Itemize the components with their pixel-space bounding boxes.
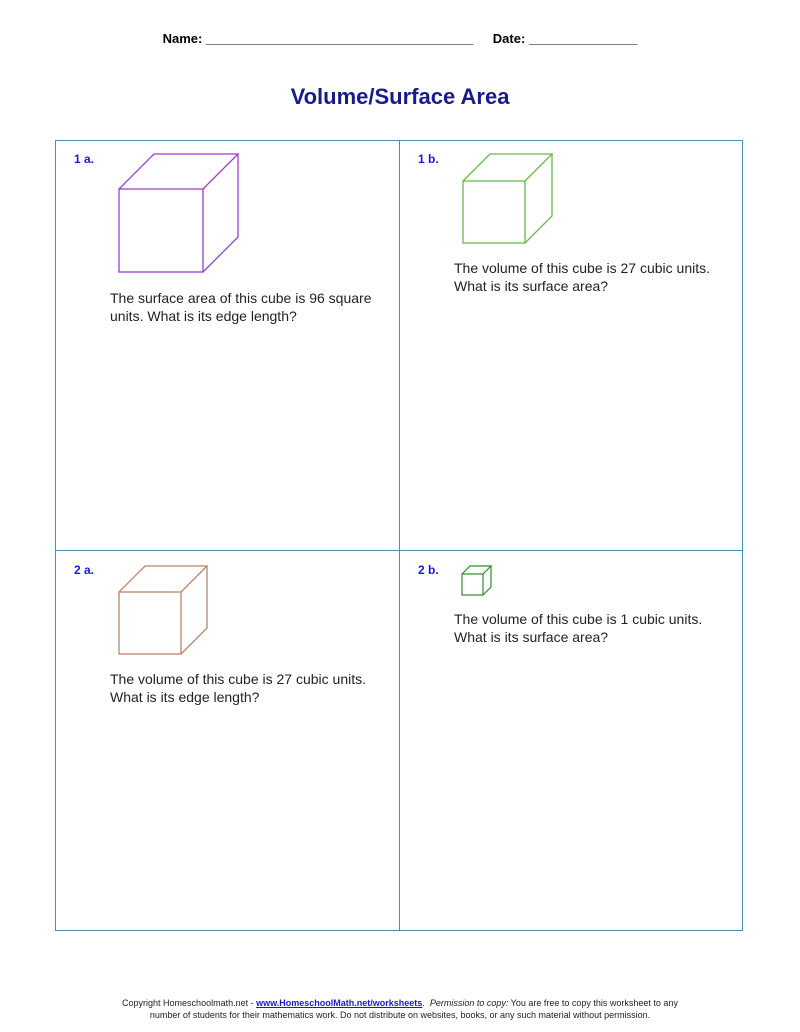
problem-1a-line-1: The surface area of this cube is 96 square — [110, 290, 372, 306]
page-title: Volume/Surface Area — [290, 84, 510, 109]
problem-2b-line-2: What is its surface area? — [454, 629, 609, 645]
cube-1b-figure — [459, 150, 559, 250]
footer-copyright: Copyright Homeschoolmath.net - — [122, 998, 257, 1008]
footer-line-2: number of students for their mathematics work. Do not distribute on websites, books, or any such material without permission. — [149, 1010, 651, 1020]
problem-1b-line-1: The volume of this cube is 27 cubic units. — [454, 260, 711, 276]
footer-permission-label: Permission to copy: — [429, 998, 509, 1008]
footer-link[interactable]: www.HomeschoolMath.net/worksheets — [256, 998, 423, 1008]
name-label: Name: — [162, 31, 203, 46]
problem-1a-question — [110, 289, 400, 325]
problem-1a-label: 1 a. — [74, 152, 95, 166]
problem-2a-label: 2 a. — [74, 563, 95, 577]
problem-1a-line-2: units. What is its edge length? — [110, 308, 297, 324]
name-blank[interactable]: _____________________________________ — [206, 31, 474, 46]
footer-permission-text: You are free to copy this worksheet to any — [508, 998, 678, 1008]
cube-1a-figure — [115, 150, 245, 280]
problem-2a-line-1: The volume of this cube is 27 cubic units. — [110, 671, 367, 687]
date-blank[interactable]: _______________ — [528, 31, 638, 46]
problem-2b-line-1: The volume of this cube is 1 cubic units. — [454, 611, 703, 627]
header — [0, 31, 800, 46]
date-label: Date: — [492, 31, 526, 46]
problem-1b-question — [454, 259, 744, 295]
problem-2b-label: 2 b. — [418, 563, 439, 577]
footer-line-1: Copyright Homeschoolmath.net - www.HomeschoolMath.net/worksheets. Permission to copy: You are free to copy this worksheet to any — [122, 998, 678, 1008]
problem-2a-question — [110, 670, 400, 706]
problem-1b-label: 1 b. — [418, 152, 439, 166]
cube-2a-figure — [115, 562, 215, 662]
problem-2b-question — [454, 610, 744, 646]
cube-2b-figure — [459, 563, 499, 603]
grid-divider-horizontal — [55, 550, 743, 551]
problem-1b-line-2: What is its surface area? — [454, 278, 609, 294]
problem-2a-line-2: What is its edge length? — [110, 689, 260, 705]
footer — [0, 997, 800, 1021]
grid-divider-vertical — [399, 140, 400, 931]
